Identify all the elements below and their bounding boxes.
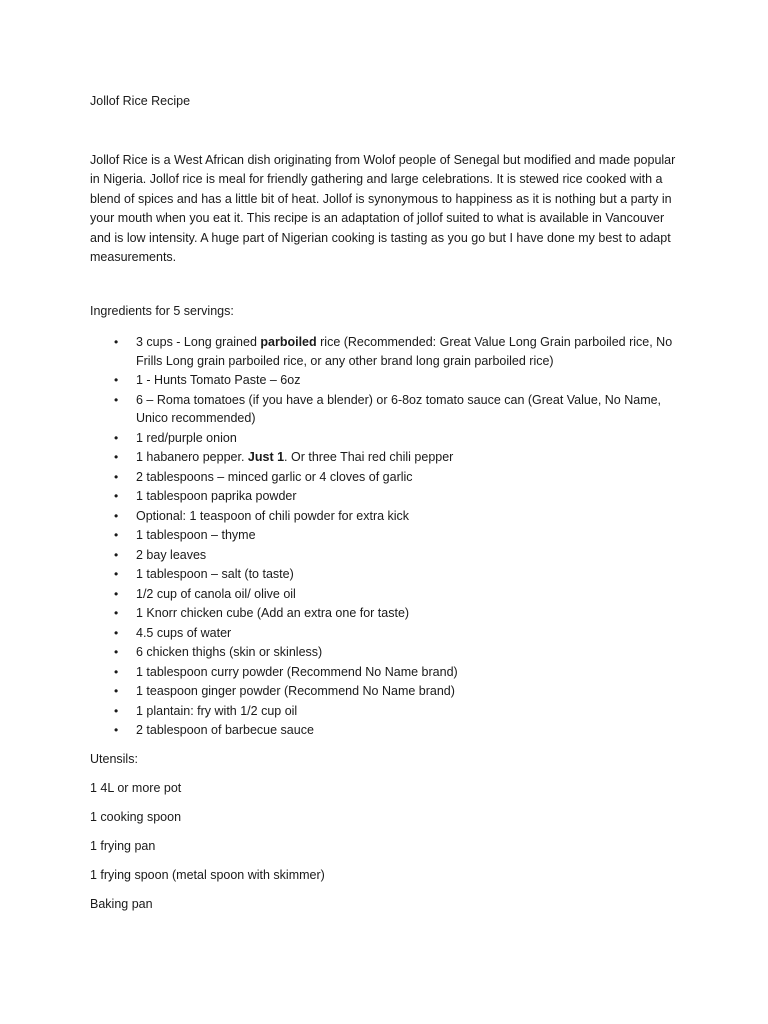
ingredient-emphasis: parboiled bbox=[260, 335, 317, 349]
bullet-icon: • bbox=[114, 373, 119, 387]
bullet-icon: • bbox=[114, 430, 119, 445]
ingredient-item bbox=[90, 565, 690, 584]
ingredient-item bbox=[90, 702, 690, 721]
ingredient-text-continued: . Or three Thai red chili pepper bbox=[284, 450, 454, 464]
ingredient-item bbox=[90, 487, 690, 506]
intro-paragraph: Jollof Rice is a West African dish originating from Wolof people of Senegal but modified and made popular in Nigeria. Jollof rice is meal for friendly gathering and large celebrations. It is stewed rice cooked with a blend of spices and has a little bit of heat. Jollof is synonymous to happiness as it is nothing but a party in your mouth when you eat it. This recipe is an adaptation of jollof suited to what is available in Vancouver and is low intensity. A huge part of Nigerian cooking is tasting as you go but I have done my best to adapt measurements. bbox=[90, 153, 676, 265]
ingredient-text: 3 cups - Long grained bbox=[136, 335, 261, 349]
bullet-icon: • bbox=[114, 645, 119, 659]
bullet-icon: • bbox=[114, 703, 119, 718]
bullet-icon: • bbox=[114, 528, 119, 542]
utensil-item: Baking pan bbox=[90, 897, 153, 911]
ingredient-item bbox=[90, 585, 690, 604]
utensil-item: 1 frying spoon (metal spoon with skimmer) bbox=[90, 868, 325, 882]
utensil-item: 1 4L or more pot bbox=[90, 781, 182, 795]
ingredient-list bbox=[90, 333, 690, 741]
ingredient-emphasis: Just 1 bbox=[247, 450, 285, 464]
bullet-icon: • bbox=[114, 625, 119, 640]
ingredient-text: 2 tablespoons – minced garlic or 4 cloves of garlic bbox=[136, 469, 413, 484]
ingredient-item bbox=[90, 468, 690, 487]
bullet-icon: • bbox=[114, 684, 119, 698]
ingredient-item bbox=[90, 526, 690, 545]
ingredient-item bbox=[90, 546, 690, 565]
bullet-icon: • bbox=[114, 489, 119, 503]
bullet-icon: • bbox=[114, 450, 119, 464]
ingredient-text: 4.5 cups of water bbox=[136, 625, 232, 640]
utensil-item: 1 frying pan bbox=[90, 839, 156, 853]
utensils-heading: Utensils: bbox=[90, 752, 138, 766]
ingredient-item bbox=[90, 333, 690, 370]
bullet-icon: • bbox=[114, 469, 119, 484]
ingredient-item bbox=[90, 391, 690, 428]
ingredient-text: 1 tablespoon – salt (to taste) bbox=[136, 567, 294, 581]
ingredient-text: 1 tablespoon paprika powder bbox=[136, 489, 297, 503]
bullet-icon: • bbox=[114, 606, 119, 620]
ingredient-item bbox=[90, 604, 690, 623]
bullet-icon: • bbox=[114, 547, 119, 562]
bullet-icon: • bbox=[114, 392, 119, 407]
bullet-icon: • bbox=[114, 508, 119, 523]
ingredient-text: 1 teaspoon ginger powder (Recommend No Name brand) bbox=[136, 684, 455, 698]
ingredient-item bbox=[90, 507, 690, 526]
bullet-icon: • bbox=[114, 586, 119, 601]
document-title: Jollof Rice Recipe bbox=[90, 94, 191, 108]
ingredient-item bbox=[90, 682, 690, 701]
ingredient-item bbox=[90, 448, 690, 467]
ingredient-text: 6 chicken thighs (skin or skinless) bbox=[136, 645, 323, 659]
ingredient-item bbox=[90, 429, 690, 448]
ingredient-text-continued: rice (Recommended: Great Value Long Grain parboiled rice, No Frills Long grain parboiled rice, or any other brand long grain parboiled rice) bbox=[136, 335, 673, 368]
utensil-item: 1 cooking spoon bbox=[90, 810, 182, 824]
bullet-icon: • bbox=[114, 664, 119, 679]
ingredient-text: 1 red/purple onion bbox=[136, 430, 237, 445]
ingredients-heading: Ingredients for 5 servings: bbox=[90, 304, 234, 318]
ingredient-text: Optional: 1 teaspoon of chili powder for extra kick bbox=[136, 508, 410, 523]
ingredient-item bbox=[90, 624, 690, 643]
ingredient-item bbox=[90, 643, 690, 662]
bullet-icon: • bbox=[114, 335, 119, 349]
ingredient-item bbox=[90, 663, 690, 682]
ingredient-text: 6 – Roma tomatoes (if you have a blender) or 6-8oz tomato sauce can (Great Value, No Name, Unico recommended) bbox=[136, 392, 662, 425]
ingredient-text: 1/2 cup of canola oil/ olive oil bbox=[136, 586, 296, 601]
ingredient-item bbox=[90, 371, 690, 390]
ingredient-text: 1 tablespoon – thyme bbox=[136, 528, 256, 542]
ingredient-text: 1 habanero pepper. bbox=[136, 450, 248, 464]
bullet-icon: • bbox=[114, 567, 119, 581]
ingredient-item bbox=[90, 721, 690, 740]
bullet-icon: • bbox=[114, 723, 119, 737]
ingredient-text: 1 tablespoon curry powder (Recommend No Name brand) bbox=[136, 664, 458, 679]
ingredient-text: 1 Knorr chicken cube (Add an extra one for taste) bbox=[136, 606, 410, 620]
ingredient-text: 2 tablespoon of barbecue sauce bbox=[136, 723, 314, 737]
ingredient-text: 1 - Hunts Tomato Paste – 6oz bbox=[136, 373, 301, 387]
ingredient-text: 1 plantain: fry with 1/2 cup oil bbox=[136, 703, 298, 718]
ingredient-text: 2 bay leaves bbox=[136, 547, 207, 562]
